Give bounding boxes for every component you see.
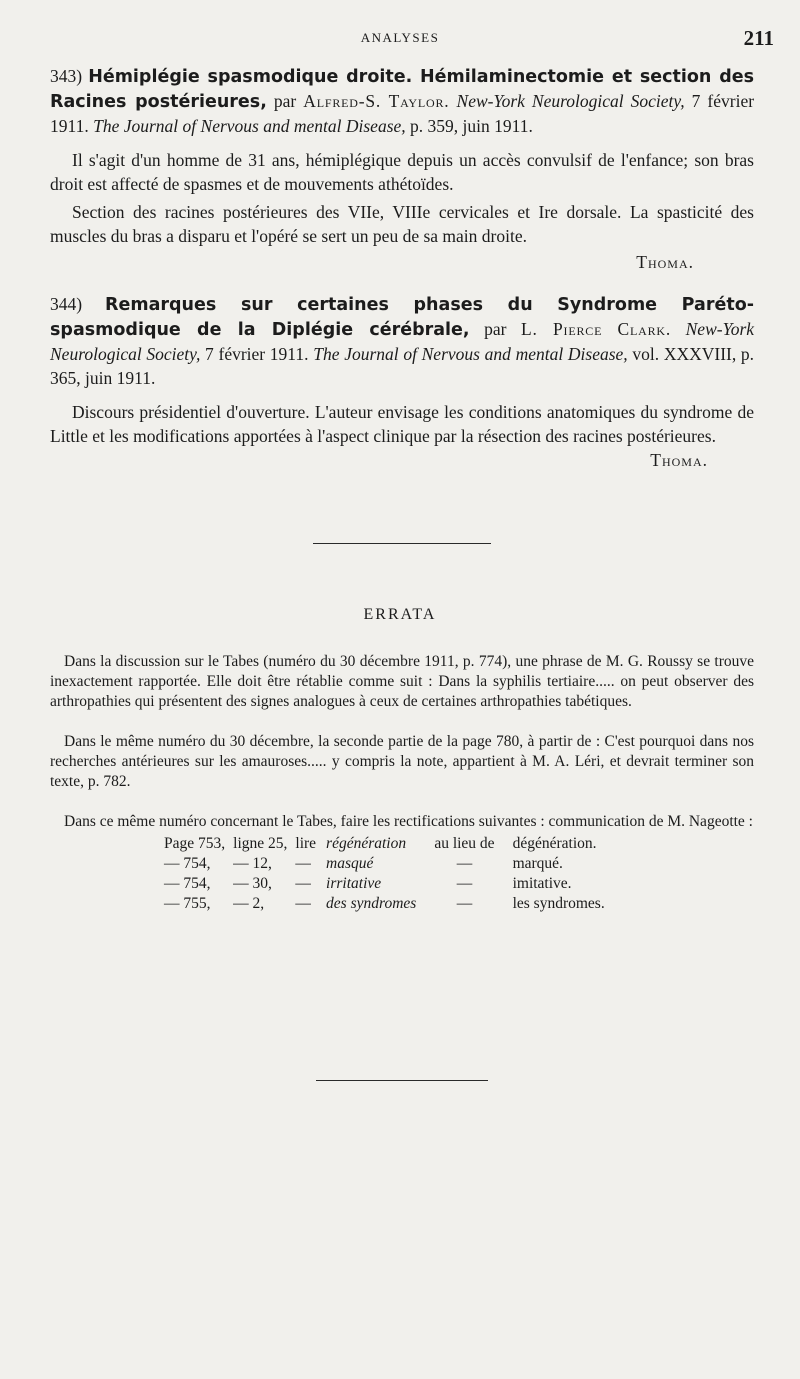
- errata-paragraph: Dans la discussion sur le Tabes (numéro du 30 décembre 1911, p. 774), une phrase de M. G. Roussy se trouve inexactement rapportée. Elle doit être rétablie comme suit : Dans la syphilis tertiaire..... on peut observer des arthropathies qui présentent des signes analogues à ceux de certaines arthropathies tabétiques.: [50, 653, 754, 710]
- corr-right: marqué.: [512, 855, 563, 872]
- corr-sep: —: [456, 855, 473, 872]
- abstracts-section: [50, 64, 754, 472]
- corr-page: — 754,: [164, 875, 211, 892]
- corr-wrong: régénération: [326, 835, 407, 852]
- abstract-heading: [50, 292, 754, 390]
- abstract-343: [50, 64, 754, 274]
- abstract-number: 344): [50, 294, 83, 314]
- abstract-paragraph: Il s'agit d'un homme de 31 ans, hémiplégique depuis un accès convulsif de l'enfance; son bras droit est affecté de spasmes et de mouvements athétoïdes.: [50, 150, 754, 194]
- by-word: par: [484, 319, 507, 339]
- page-number: 211: [743, 26, 774, 50]
- corr-wrong: irritative: [326, 875, 382, 892]
- reviewer-signature: Thoma.: [650, 450, 708, 470]
- journal-name: The Journal of Nervous and mental Disease,: [313, 344, 628, 364]
- journal-name: The Journal of Nervous and mental Disease,: [93, 116, 406, 136]
- corr-sep: —: [456, 895, 473, 912]
- source-society: New-York Neurological Society,: [50, 319, 755, 364]
- abstract-title: Remarques sur certaines phases du Syndrome Paréto-spasmodique de la Diplégie cérébrale,: [50, 295, 754, 340]
- abstract-paragraph: [50, 400, 754, 470]
- abstract-title: Hémiplégie spasmodique droite. Hémilaminectomie et section des Racines postérieures,: [50, 67, 755, 112]
- corr-line: — 30,: [233, 875, 272, 892]
- corr-right: les syndromes.: [512, 895, 605, 912]
- abstract-344: [50, 292, 755, 470]
- corr-sep: —: [456, 875, 473, 892]
- corr-right: imitative.: [512, 875, 572, 892]
- corr-line: ligne 25,: [233, 835, 288, 852]
- by-word: par: [273, 91, 297, 111]
- corr-read: lire: [295, 835, 317, 852]
- abstract-heading: [50, 64, 754, 138]
- corr-wrong: masqué: [326, 855, 374, 872]
- author-name: L. Pierce Clark.: [521, 319, 672, 339]
- errata-paragraph: Dans ce même numéro concernant le Tabes, faire les rectifications suivantes : communication de M. Nageotte :: [64, 813, 753, 830]
- source-date: 7 février 1911.: [205, 344, 309, 364]
- corr-read: —: [295, 895, 311, 912]
- table-row: [160, 894, 609, 914]
- corr-line: — 12,: [233, 855, 272, 872]
- source-society: New-York Neurological Society,: [456, 91, 685, 111]
- journal-reference: vol. XXXVIII, p. 365, juin 1911.: [50, 344, 755, 388]
- corr-page: — 754,: [164, 855, 211, 872]
- errata-heading: ERRATA: [363, 606, 437, 623]
- corr-page: — 755,: [164, 895, 211, 912]
- author-name: Alfred-S. Taylor.: [303, 91, 450, 111]
- running-head: ANALYSES: [360, 30, 440, 45]
- errata-section: [50, 652, 754, 914]
- errata-paragraph: Dans le même numéro du 30 décembre, la seconde partie de la page 780, à partir de : C'est pourquoi dans nos recherches antérieures sur les amauroses..... y compris la note, appartient à M. A. Léri, et devrait terminer son texte, p. 782.: [50, 733, 754, 790]
- reviewer-signature: Thoma.: [636, 252, 694, 272]
- corr-line: — 2,: [233, 895, 265, 912]
- table-row: [160, 834, 609, 854]
- corr-wrong: des syndromes: [326, 895, 417, 912]
- abstract-paragraph-text: Discours présidentiel d'ouverture. L'auteur envisage les conditions anatomiques du syndrome de Little et les modifications apportées à l'aspect clinique par la résection des racines postérieures.: [50, 402, 754, 446]
- end-divider: [316, 1080, 488, 1081]
- source-date: 7 février 1911.: [50, 91, 755, 136]
- section-divider: [313, 543, 491, 544]
- abstract-number: 343): [50, 66, 83, 86]
- page-header: [0, 26, 800, 56]
- corr-read: —: [295, 855, 311, 872]
- journal-reference: p. 359, juin 1911.: [410, 116, 533, 136]
- abstract-paragraph: Section des racines postérieures des VIIe, VIIIe cervicales et Ire dorsale. La spasticité des muscles du bras a disparu et l'opéré se sert un peu de sa main droite.: [50, 202, 754, 246]
- table-row: [160, 874, 609, 894]
- corr-sep: au lieu de: [434, 835, 495, 852]
- corrections-table: [160, 834, 609, 914]
- table-row: [160, 854, 609, 874]
- corr-read: —: [295, 875, 311, 892]
- corr-right: dégénération.: [512, 835, 597, 852]
- corr-page: Page 753,: [164, 835, 226, 852]
